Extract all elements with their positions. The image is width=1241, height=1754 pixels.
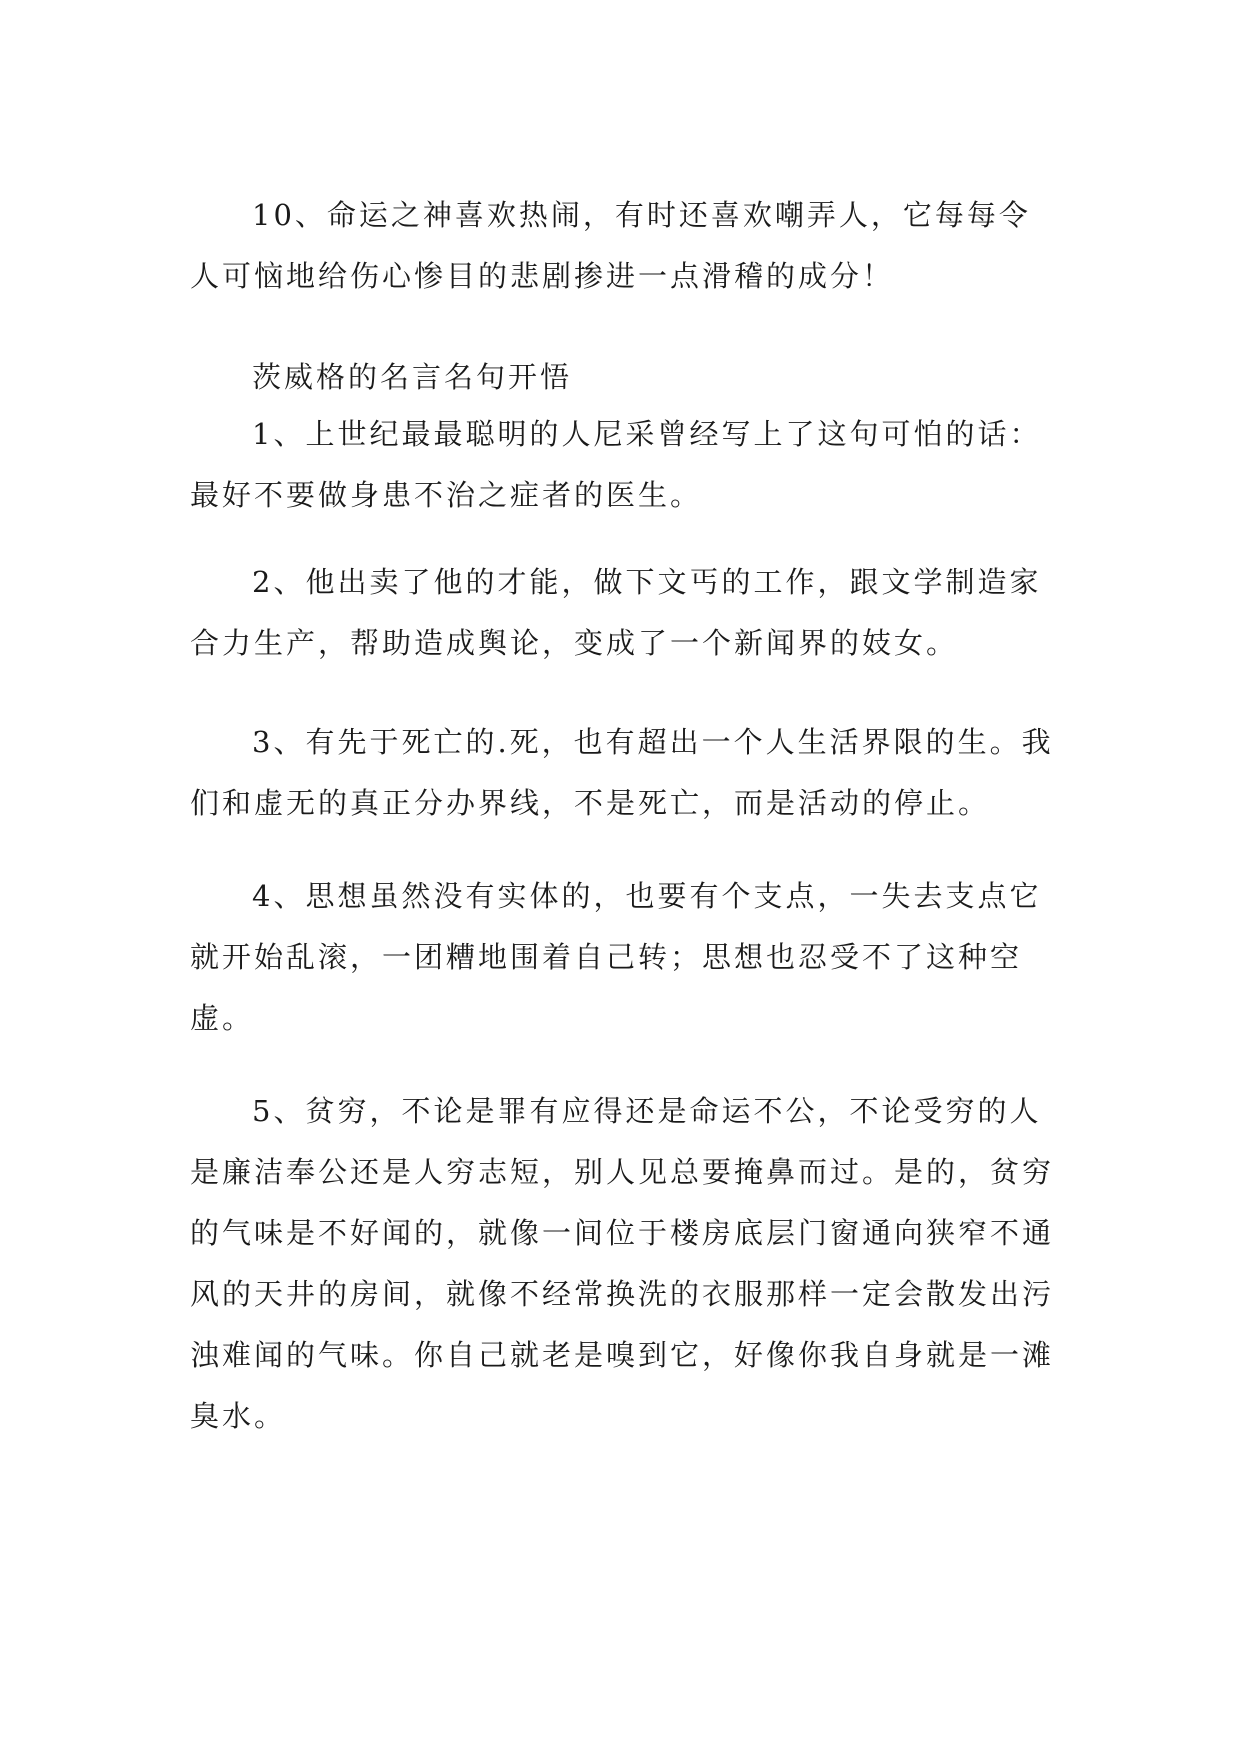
quote-paragraph-1: 1、上世纪最最聪明的人尼采曾经写上了这句可怕的话：最好不要做身患不治之症者的医生。: [190, 417, 1042, 512]
section-heading: 茨威格的名言名句开悟: [252, 360, 573, 394]
quote-paragraph-3: 3、有先于死亡的.死，也有超出一个人生活界限的生。我们和虚无的真正分办界线，不是死亡，而是活动的停止。: [190, 725, 1054, 820]
quote-paragraph-10: 10、命运之神喜欢热闹，有时还喜欢嘲弄人，它每每令人可恼地给伤心惨目的悲剧掺进一点滑稽的成分！: [190, 198, 1031, 293]
quote-paragraph-4: 4、思想虽然没有实体的，也要有个支点，一失去支点它就开始乱滚，一团糟地围着自己转；思想也忍受不了这种空虚。: [190, 879, 1042, 1035]
quote-paragraph-2: 2、他出卖了他的才能，做下文丐的工作，跟文学制造家合力生产，帮助造成舆论，变成了一个新闻界的妓女。: [190, 565, 1042, 660]
quote-paragraph-5: 5、贫穷，不论是罪有应得还是命运不公，不论受穷的人是廉洁奉公还是人穷志短，别人见总要掩鼻而过。是的，贫穷的气味是不好闻的，就像一间位于楼房底层门窗通向狭窄不通风的天井的房间，就像不经常换洗的衣服那样一定会散发出污浊难闻的气味。你自己就老是嗅到它，好像你我自身就是一滩臭水。: [190, 1094, 1055, 1433]
